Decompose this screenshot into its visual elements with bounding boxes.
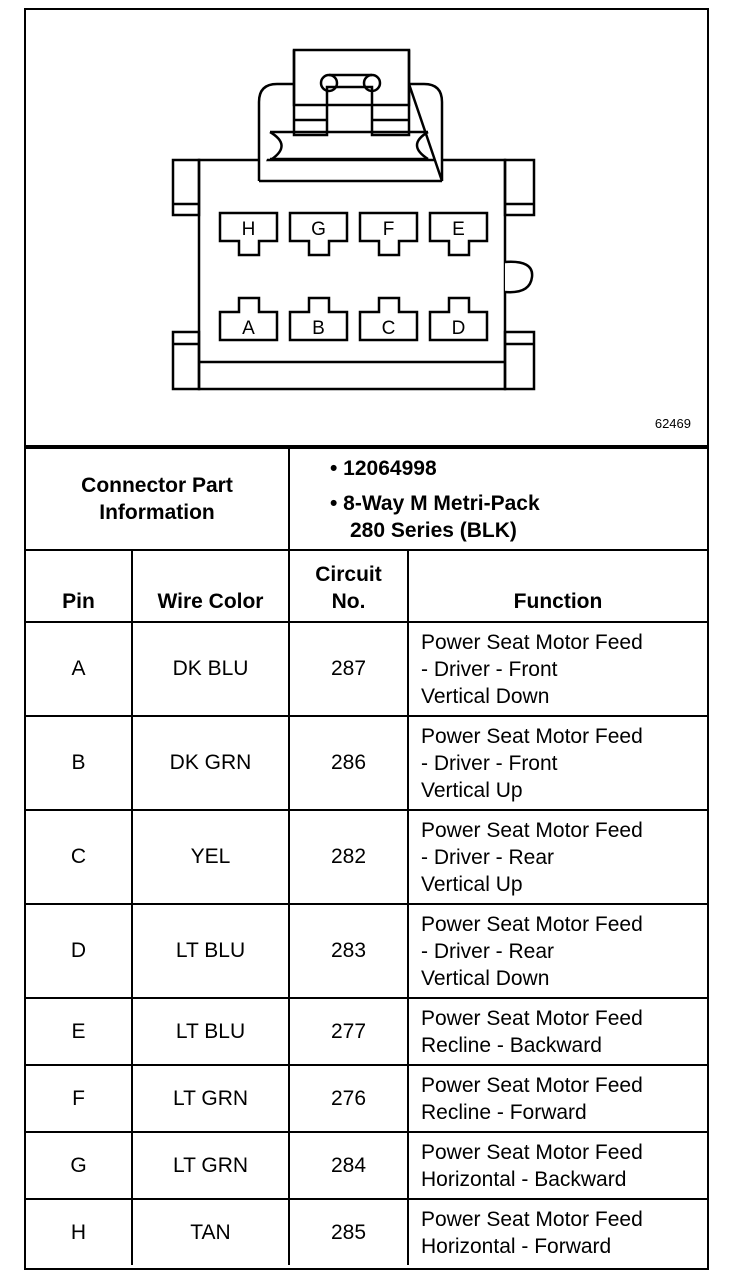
cavity-label: F [382, 219, 395, 240]
cavity-G [290, 213, 347, 255]
table-row [26, 716, 707, 810]
part-info-label-line2: Information [99, 501, 215, 524]
part-info-label-line1: Connector Part [81, 474, 233, 497]
pin-cell: F [26, 1065, 132, 1132]
table-row [26, 1132, 707, 1199]
header-circuit-line2: No. [331, 590, 366, 613]
pin-cell: B [26, 716, 132, 810]
function-line: Vertical Up [421, 778, 523, 802]
wire-color-cell: LT GRN [132, 1065, 289, 1132]
cavity-D [430, 298, 487, 340]
circuit-cell: 285 [289, 1199, 408, 1265]
function-line: Horizontal - Forward [421, 1234, 612, 1258]
table-row [26, 1199, 707, 1265]
function-line: Vertical Down [421, 966, 550, 990]
left-upper-tab [173, 160, 199, 215]
connector-pinout-table [26, 447, 707, 1265]
left-lower-tab [173, 332, 199, 389]
function-cell [408, 716, 707, 810]
wire-color-cell: YEL [132, 810, 289, 904]
part-info-row [26, 448, 707, 550]
pin-cell: A [26, 622, 132, 716]
part-number: • 12064998 [330, 456, 437, 480]
right-lower-tab [505, 332, 534, 389]
connector-face-drawing [26, 10, 707, 445]
function-line: Recline - Forward [421, 1100, 587, 1124]
part-info-label [26, 448, 289, 550]
connector-body [199, 160, 505, 389]
function-line: Vertical Down [421, 684, 550, 708]
table-row [26, 998, 707, 1065]
function-cell [408, 998, 707, 1065]
function-line: - Driver - Front [421, 751, 558, 775]
pin-cell: E [26, 998, 132, 1065]
cavity-label: B [312, 318, 325, 339]
cavity-H [220, 213, 277, 255]
function-cell [408, 1065, 707, 1132]
pin-cell: H [26, 1199, 132, 1265]
table-row [26, 622, 707, 716]
circuit-cell: 286 [289, 716, 408, 810]
function-line: - Driver - Rear [421, 939, 555, 963]
header-circuit-line1: Circuit [315, 563, 382, 586]
header-circuit [289, 550, 408, 622]
function-line: Horizontal - Backward [421, 1167, 627, 1191]
header-wire-color: Wire Color [132, 550, 289, 622]
function-cell [408, 904, 707, 998]
header-function: Function [408, 550, 707, 622]
cavity-label: A [242, 318, 255, 339]
function-line: Power Seat Motor Feed [421, 1006, 643, 1030]
figure-number: 62469 [654, 416, 691, 431]
circuit-cell: 284 [289, 1132, 408, 1199]
part-description: • 8-Way M Metri-Pack [330, 491, 540, 515]
connector-diagram [26, 10, 707, 447]
function-line: Power Seat Motor Feed [421, 1207, 643, 1231]
function-line: - Driver - Rear [421, 845, 555, 869]
key-notch [505, 262, 532, 292]
wire-color-cell: TAN [132, 1199, 289, 1265]
function-line: Power Seat Motor Feed [421, 818, 643, 842]
cavity-B [290, 298, 347, 340]
connector-document [24, 8, 709, 1270]
cavity-label: H [241, 219, 256, 240]
pin-cell: C [26, 810, 132, 904]
part-description-line2: 280 Series (BLK) [350, 518, 517, 542]
right-upper-tab [505, 160, 534, 215]
part-info-value [289, 448, 707, 550]
pin-cell: G [26, 1132, 132, 1199]
cavity-A [220, 298, 277, 340]
cavity-E [430, 213, 487, 255]
function-line: - Driver - Front [421, 657, 558, 681]
wire-color-cell: LT BLU [132, 998, 289, 1065]
circuit-cell: 287 [289, 622, 408, 716]
header-pin: Pin [26, 550, 132, 622]
circuit-cell: 283 [289, 904, 408, 998]
wire-color-cell: DK BLU [132, 622, 289, 716]
wire-color-cell: DK GRN [132, 716, 289, 810]
circuit-cell: 282 [289, 810, 408, 904]
function-cell [408, 622, 707, 716]
cavity-F [360, 213, 417, 255]
table-row [26, 904, 707, 998]
pin-cell: D [26, 904, 132, 998]
function-cell [408, 1199, 707, 1265]
table-row [26, 810, 707, 904]
circuit-cell: 276 [289, 1065, 408, 1132]
function-line: Power Seat Motor Feed [421, 1073, 643, 1097]
function-line: Power Seat Motor Feed [421, 912, 643, 936]
wire-color-cell: LT BLU [132, 904, 289, 998]
wire-color-cell: LT GRN [132, 1132, 289, 1199]
cavity-label: G [311, 219, 326, 240]
cavity-C [360, 298, 417, 340]
circuit-cell: 277 [289, 998, 408, 1065]
function-line: Recline - Backward [421, 1033, 602, 1057]
function-cell [408, 1132, 707, 1199]
cavity-label: D [451, 318, 466, 339]
cavity-label: C [381, 318, 396, 339]
cavity-label: E [452, 219, 465, 240]
function-line: Vertical Up [421, 872, 523, 896]
function-line: Power Seat Motor Feed [421, 724, 643, 748]
table-header-row [26, 550, 707, 622]
function-cell [408, 810, 707, 904]
function-line: Power Seat Motor Feed [421, 1140, 643, 1164]
function-line: Power Seat Motor Feed [421, 630, 643, 654]
table-row [26, 1065, 707, 1132]
